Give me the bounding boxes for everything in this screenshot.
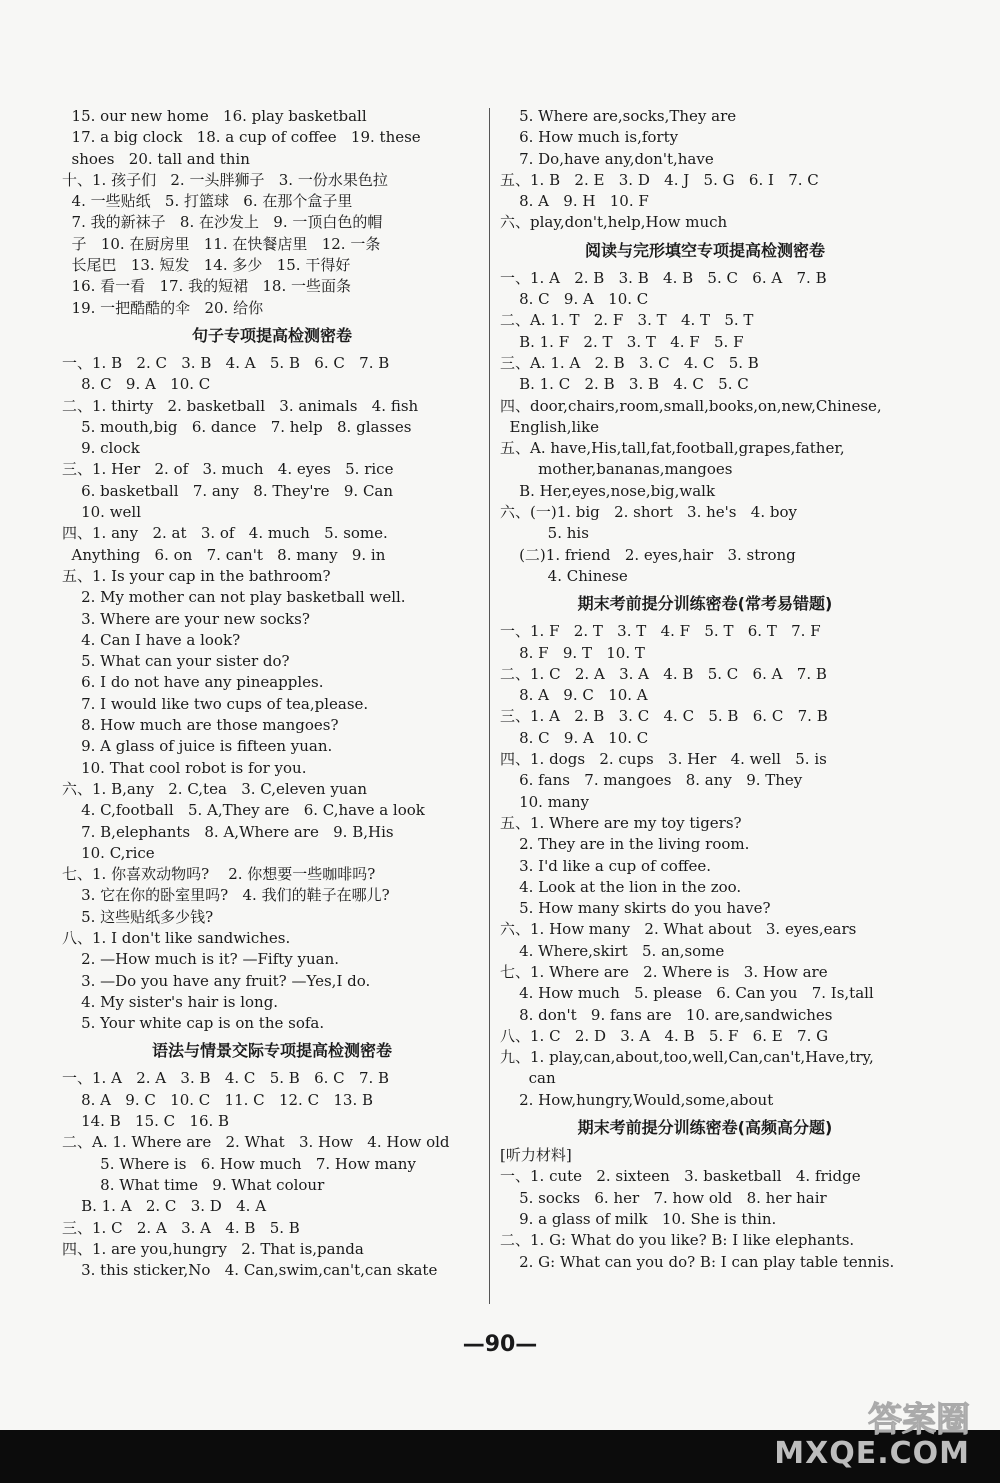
answer-line: 10. well xyxy=(62,503,142,522)
answer-line: 三、1. A 2. B 3. C 4. C 5. B 6. C 7. B xyxy=(500,707,828,726)
answer-line: 4. How much 5. please 6. Can you 7. Is,tall xyxy=(500,984,874,1003)
answer-line: 10. C,rice xyxy=(62,843,155,862)
answer-line: 二、1. thirty 2. basketball 3. animals 4. fish xyxy=(62,396,419,415)
answer-line: 三、1. Her 2. of 3. much 4. eyes 5. rice xyxy=(62,460,394,479)
answer-line: 子 10. 在厨房里 11. 在快餐店里 12. 一条 xyxy=(62,234,381,253)
answer-line: 二、1. G: What do you like? B: I like elephants. xyxy=(500,1231,855,1250)
right-answer-column xyxy=(500,106,910,1273)
answer-line: 9. a glass of milk 10. She is thin. xyxy=(500,1209,777,1228)
answer-line: 五、1. Is your cap in the bathroom? xyxy=(62,566,331,585)
page-number: —90— xyxy=(462,1332,538,1357)
answer-line: 8. A 9. C 10. A xyxy=(500,686,648,705)
answer-line: B. 1. C 2. B 3. B 4. C 5. C xyxy=(500,375,749,394)
answer-line: 八、1. I don't like sandwiches. xyxy=(62,928,291,947)
answer-line: 8. C 9. A 10. C xyxy=(500,728,649,747)
section-heading: 期末考前提分训练密卷(高频高分题) xyxy=(577,1118,833,1138)
answer-line: 六、(一)1. big 2. short 3. he's 4. boy xyxy=(500,503,797,522)
answer-line: B. 1. F 2. T 3. T 4. F 5. F xyxy=(500,332,744,351)
answer-line: 三、A. 1. A 2. B 3. C 4. C 5. B xyxy=(500,353,759,372)
answer-line: 8. F 9. T 10. T xyxy=(500,643,645,662)
answer-line: 3. —Do you have any fruit? —Yes,I do. xyxy=(62,971,371,990)
answer-line: 8. How much are those mangoes? xyxy=(62,716,339,735)
answer-line: 14. B 15. C 16. B xyxy=(62,1112,230,1131)
answer-line: 四、1. are you,hungry 2. That is,panda xyxy=(62,1239,364,1258)
section-heading: 阅读与完形填空专项提高检测密卷 xyxy=(584,240,825,260)
answer-line: 5. Your white cap is on the sofa. xyxy=(62,1014,325,1033)
answer-line: 3. 它在你的卧室里吗? 4. 我们的鞋子在哪儿? xyxy=(62,886,390,905)
answer-line: 2. My mother can not play basketball well. xyxy=(62,588,406,607)
answer-line: shoes 20. tall and thin xyxy=(62,149,250,168)
answer-line: 一、1. B 2. C 3. B 4. A 5. B 6. C 7. B xyxy=(62,353,390,372)
section-heading: 语法与情景交际专项提高检测密卷 xyxy=(151,1041,392,1061)
answer-line: 一、1. A 2. A 3. B 4. C 5. B 6. C 7. B xyxy=(62,1069,390,1088)
answer-line: 四、1. any 2. at 3. of 4. much 5. some. xyxy=(62,524,388,543)
answer-line: 5. Where are,socks,They are xyxy=(500,107,737,125)
answer-line: 8. C 9. A 10. C xyxy=(62,375,211,394)
answer-line: 7. I would like two cups of tea,please. xyxy=(62,694,369,713)
answer-line: 7. Do,have any,don't,have xyxy=(500,149,714,168)
answer-line: 8. A 9. C 10. C 11. C 12. C 13. B xyxy=(62,1090,374,1109)
answer-line: 七、1. Where are 2. Where is 3. How are xyxy=(500,962,828,981)
watermark-chinese: 答案圈 xyxy=(868,1400,970,1440)
answer-line: 5. his xyxy=(500,524,589,543)
answer-line: 7. 我的新袜子 8. 在沙发上 9. 一顶白色的帽 xyxy=(62,213,383,232)
answer-line: 四、door,chairs,room,small,books,on,new,Chinese, xyxy=(500,396,882,415)
answer-line: 三、1. C 2. A 3. A 4. B 5. B xyxy=(62,1218,300,1237)
answer-line: 16. 看一看 17. 我的短裙 18. 一些面条 xyxy=(62,277,352,296)
answer-line: can xyxy=(500,1069,556,1088)
watermark-url: MXQE.COM xyxy=(774,1436,970,1471)
answer-line: 4. Look at the lion in the zoo. xyxy=(500,877,742,896)
answer-line: 8. A 9. H 10. F xyxy=(500,192,649,211)
answer-line: 15. our new home 16. play basketball xyxy=(62,107,367,125)
answer-line: 4. Chinese xyxy=(500,566,628,585)
answer-line: 六、1. B,any 2. C,tea 3. C,eleven yuan xyxy=(62,779,368,798)
answer-line: 17. a big clock 18. a cup of coffee 19. these xyxy=(62,128,421,147)
answer-line: (二)1. friend 2. eyes,hair 3. strong xyxy=(500,545,796,564)
answer-line: 一、1. A 2. B 3. B 4. B 5. C 6. A 7. B xyxy=(500,268,827,287)
answer-line: 4. Where,skirt 5. an,some xyxy=(500,941,725,960)
answer-line: 二、A. 1. T 2. F 3. T 4. T 5. T xyxy=(500,311,754,330)
section-heading: 句子专项提高检测密卷 xyxy=(191,325,352,345)
answer-line: 5. Where is 6. How much 7. How many xyxy=(62,1154,416,1173)
answer-line: 2. G: What can you do? B: I can play table tennis. xyxy=(500,1252,895,1271)
answer-line: 4. My sister's hair is long. xyxy=(62,992,279,1011)
section-heading: 期末考前提分训练密卷(常考易错题) xyxy=(577,594,833,614)
answer-line: English,like xyxy=(500,417,600,436)
left-answer-column xyxy=(62,106,482,1281)
answer-line: 2. They are in the living room. xyxy=(500,835,750,854)
answer-line: 6. I do not have any pineapples. xyxy=(62,673,324,692)
answer-line: 4. Can I have a look? xyxy=(62,630,241,649)
answer-line: 一、1. cute 2. sixteen 3. basketball 4. fridge xyxy=(500,1167,861,1186)
answer-line: 5. socks 6. her 7. how old 8. her hair xyxy=(500,1188,827,1207)
answer-line: 2. How,hungry,Would,some,about xyxy=(500,1090,774,1109)
answer-line: 五、1. B 2. E 3. D 4. J 5. G 6. I 7. C xyxy=(500,170,819,189)
answer-line: 3. I'd like a cup of coffee. xyxy=(500,856,712,875)
answer-line: 10. many xyxy=(500,792,589,811)
answer-line: 八、1. C 2. D 3. A 4. B 5. F 6. E 7. G xyxy=(500,1026,829,1045)
answer-line: [听力材料] xyxy=(500,1146,572,1165)
answer-line: B. Her,eyes,nose,big,walk xyxy=(500,481,716,500)
answer-line: Anything 6. on 7. can't 8. many 9. in xyxy=(62,545,386,564)
answer-line: mother,bananas,mangoes xyxy=(500,460,733,479)
answer-line: 5. What can your sister do? xyxy=(62,652,290,671)
answer-line: 五、A. have,His,tall,fat,football,grapes,father, xyxy=(500,439,845,458)
answer-line: 8. don't 9. fans are 10. are,sandwiches xyxy=(500,1005,833,1024)
answer-line: 5. 这些贴纸多少钱? xyxy=(62,907,214,926)
answer-line: 5. mouth,big 6. dance 7. help 8. glasses xyxy=(62,417,412,436)
answer-line: 3. this sticker,No 4. Can,swim,can't,can skate xyxy=(62,1261,438,1280)
answer-line: 一、1. F 2. T 3. T 4. F 5. T 6. T 7. F xyxy=(500,622,821,641)
column-divider xyxy=(489,108,490,1304)
answer-line: 十、1. 孩子们 2. 一头胖狮子 3. 一份水果色拉 xyxy=(62,170,388,189)
answer-line: 6. How much is,forty xyxy=(500,128,679,147)
answer-line: 9. A glass of juice is fifteen yuan. xyxy=(62,737,333,756)
answer-line: 6. fans 7. mangoes 8. any 9. They xyxy=(500,771,803,790)
answer-line: 长尾巴 13. 短发 14. 多少 15. 干得好 xyxy=(62,256,351,275)
answer-line: 二、1. C 2. A 3. A 4. B 5. C 6. A 7. B xyxy=(500,664,827,683)
answer-line: 5. How many skirts do you have? xyxy=(500,899,771,918)
answer-line: B. 1. A 2. C 3. D 4. A xyxy=(62,1197,267,1216)
answer-line: 9. clock xyxy=(62,439,140,458)
answer-line: 二、A. 1. Where are 2. What 3. How 4. How old xyxy=(62,1133,450,1152)
site-watermark xyxy=(774,1392,978,1477)
answer-line: 六、play,don't,help,How much xyxy=(500,213,728,232)
answer-line: 7. B,elephants 8. A,Where are 9. B,His xyxy=(62,822,394,841)
answer-line: 九、1. play,can,about,too,well,Can,can't,Have,try, xyxy=(500,1048,874,1067)
answer-line: 6. basketball 7. any 8. They're 9. Can xyxy=(62,481,394,500)
answer-line: 4. C,football 5. A,They are 6. C,have a look xyxy=(62,801,425,820)
answer-line: 五、1. Where are my toy tigers? xyxy=(500,813,742,832)
answer-line: 3. Where are your new socks? xyxy=(62,609,310,628)
answer-line: 七、1. 你喜欢动物吗? 2. 你想要一些咖啡吗? xyxy=(62,865,376,884)
answer-line: 8. C 9. A 10. C xyxy=(500,290,649,309)
answer-line: 10. That cool robot is for you. xyxy=(62,758,307,777)
answer-line: 四、1. dogs 2. cups 3. Her 4. well 5. is xyxy=(500,750,827,769)
answer-line: 19. 一把酷酷的伞 20. 给你 xyxy=(62,298,264,317)
answer-line: 2. —How much is it? —Fifty yuan. xyxy=(62,950,340,969)
answer-line: 4. 一些贴纸 5. 打篮球 6. 在那个盒子里 xyxy=(62,192,353,211)
answer-line: 六、1. How many 2. What about 3. eyes,ears xyxy=(500,920,857,939)
answer-line: 8. What time 9. What colour xyxy=(62,1175,325,1194)
